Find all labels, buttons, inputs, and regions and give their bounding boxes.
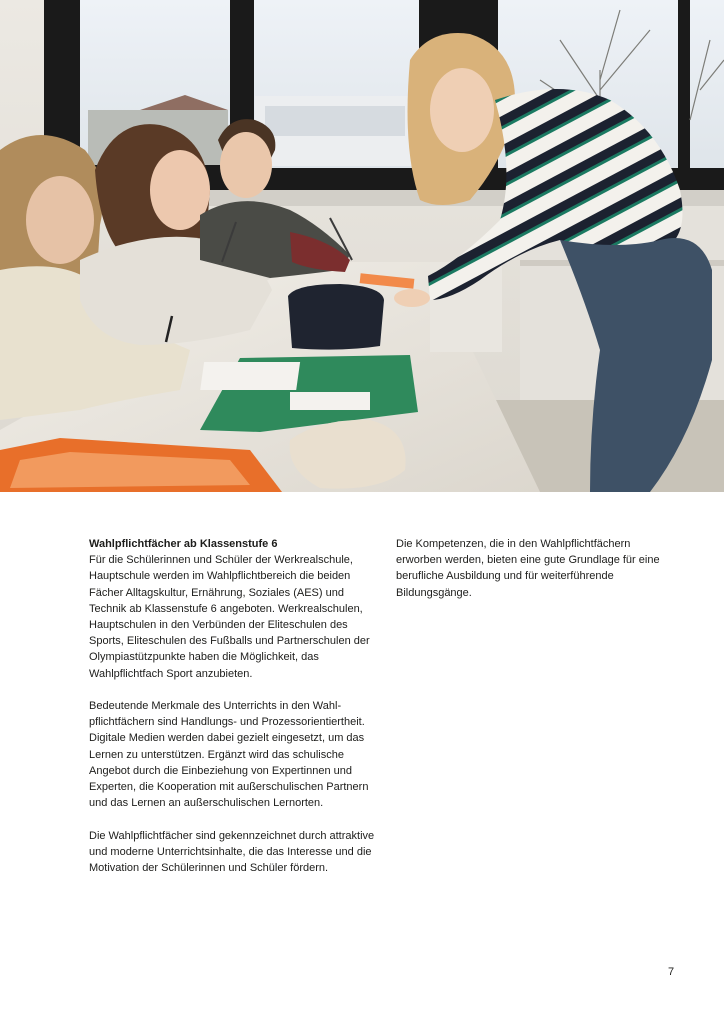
left-column bbox=[89, 536, 379, 892]
classroom-photo bbox=[0, 0, 724, 492]
right-column bbox=[396, 536, 676, 617]
article-text bbox=[0, 536, 724, 956]
section-heading: Wahlpflichtfächer ab Klassenstufe 6 bbox=[89, 538, 278, 550]
pencil-case bbox=[288, 284, 384, 350]
classroom-illustration bbox=[0, 0, 724, 492]
intro-paragraph bbox=[89, 536, 379, 682]
body-paragraph: Die Wahlpflichtfächer sind gekennzeichnet durch attraktive und moderne Unterrichtsinhalte, die das Interesse und die Motivation der Schülerinnen und Schüler fördern. bbox=[89, 829, 375, 875]
window-pane bbox=[690, 0, 724, 168]
page-number: 7 bbox=[668, 966, 675, 978]
intro-text: Für die Schülerinnen und Schüler der Werkrealschule, Hauptschule werden im Wahlpflichtbereich die beiden Fächer Alltagskultur, Ernährung, Soziales (AES) und Technik ab Klassenstufe 6 angeboten. Werkrealschulen, Hauptschulen in den Verbünden der Eliteschulen des Sports, Eliteschulen des Fußballs und Partnerschulen der Olympiastützpunkte haben die Möglichkeit, das Wahlpflichtfach Sport anzubieten. bbox=[89, 554, 370, 680]
body-paragraph: Die Kompetenzen, die in den Wahlpflichtfächern erworben werden, bieten eine gute Grundlage für eine berufliche Ausbildung und für weiterführende Bildungsgänge. bbox=[396, 538, 660, 599]
body-paragraph: Bedeutende Merkmale des Unterrichts in den Wahlpflichtfächern sind Handlungs- und Prozessorientiertheit. Digitale Medien werden dabei gezielt eingesetzt, um das Lernen zu unterstützen. Ergänzt wird das schulische Angebot durch die Einbeziehung von Expertinnen und Experten, die Kooperation mit außerschulischen Partnern und das Lernen an außerschulischen Lernorten. bbox=[89, 700, 369, 810]
